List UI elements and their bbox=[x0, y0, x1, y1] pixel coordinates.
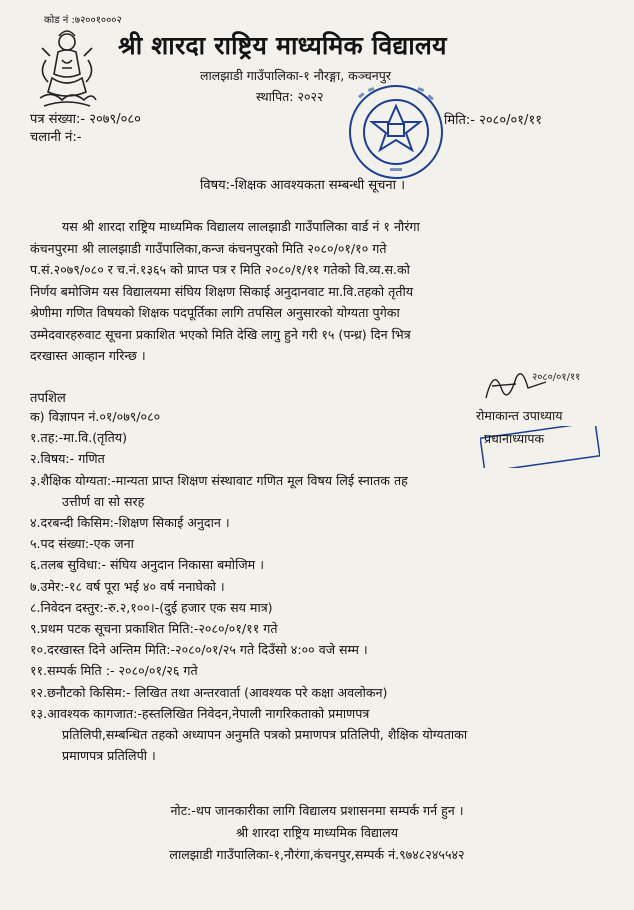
body-line: उम्मेदवारहरुवाट सूचना प्रकाशित भएको मिति देखि लागु हुने गरी १५ (पन्ध्र) दिन भित्र bbox=[30, 326, 411, 342]
details-list bbox=[30, 406, 467, 766]
detail-item: १.तह:-मा.वि.(तृतिय) bbox=[30, 430, 128, 446]
detail-item: ८.निवेदन दस्तुर:-रु.२,१००।-(दुई हजार एक सय मात्र) bbox=[30, 599, 273, 615]
detail-item: ९.प्रथम पटक सूचना प्रकाशित मिति:-२०८०/०१/११ गते bbox=[30, 621, 278, 637]
body-line: प.सं.२०७९/०८० र च.नं.१३६५ को प्राप्त पत्र र मिति २०८०/१/११ गतेको वि.व्य.स.को bbox=[30, 262, 410, 277]
detail-item: ६.तलब सुविधा:- संघिय अनुदान निकासा बमोजिम । bbox=[30, 557, 264, 573]
school-name: श्री शारदा राष्ट्रिय माध्यमिक विद्यालय bbox=[118, 31, 447, 60]
footer-note: नोट:-थप जानकारीका लागि विद्यालय प्रशासनमा सम्पर्क गर्न हुन । bbox=[170, 803, 464, 818]
detail-item: २.विषय:- गणित bbox=[30, 451, 105, 467]
established-year: स्थापित: २०२२ bbox=[256, 89, 324, 104]
detail-item: १३.आवश्यक कागजात:-हस्तलिखित निवेदन,नेपाली नागरिकताको प्रमाणपत्र bbox=[30, 705, 370, 721]
detail-item: उत्तीर्ण वा सो सरह bbox=[62, 493, 145, 509]
detail-item: प्रतिलिपी,सम्बन्धित तहको अध्यापन अनुमति पत्रको प्रमाणपत्र प्रतिलिपी, शैक्षिक योग्यताका bbox=[62, 727, 468, 743]
detail-item: ७.उमेर:-१८ वर्ष पूरा भई ४० वर्ष ननाघेको । bbox=[30, 578, 225, 594]
detail-item: प्रमाणपत्र प्रतिलिपी । bbox=[62, 748, 156, 764]
signature-date: २०८०/०१/११ bbox=[532, 372, 581, 383]
details-heading: तपशिल bbox=[30, 391, 66, 406]
reference-number: पत्र संख्या:- २०७९/०८० bbox=[30, 112, 141, 127]
footer-school: श्री शारदा राष्ट्रिय माध्यमिक विद्यालय bbox=[235, 825, 399, 840]
body-line: यस श्री शारदा राष्ट्रिय माध्यमिक विद्यालय लालझाडी गाउँपालिका वार्ड नं १ नौरंगा bbox=[62, 219, 420, 234]
detail-item: १०.दरखास्त दिने अन्तिम मिति:-२०८०/०१/२५ गते दिउँसो ४:०० वजे सम्म । bbox=[30, 642, 368, 658]
body-line: निर्णय बमोजिम यस विद्यालयमा संघिय शिक्षण सिकाई अनुदानवाट मा.वि.तहको तृतीय bbox=[30, 283, 414, 299]
detail-item: ५.पद संख्या:-एक जना bbox=[30, 536, 134, 552]
signatory-title: प्रधानाध्यापक bbox=[484, 431, 545, 446]
detail-item: क) विज्ञापन नं.०१/०७९/०८० bbox=[30, 409, 161, 424]
notice-body bbox=[30, 216, 612, 367]
notice-footer bbox=[0, 800, 634, 866]
footer-contact: लालझाडी गाउँपालिका-१,नौरंगा,कंचनपुर,सम्पर्क नं.९७४८२४५५४२ bbox=[169, 847, 465, 862]
detail-item: ४.दरबन्दी किसिम:-शिक्षण सिकाई अनुदान । bbox=[30, 515, 230, 531]
body-line: दरखास्त आव्हान गरिन्छ । bbox=[30, 348, 146, 363]
school-seal-stamp-icon bbox=[346, 82, 446, 182]
subject-line: विषय:-शिक्षक आवश्यकता सम्बन्धी सूचना । bbox=[200, 178, 406, 193]
body-line: कंचनपुरमा श्री लालझाडी गाउँपालिका,कन्ज कंचनपुरको मिति २०८०/०१/१० गते bbox=[30, 240, 387, 256]
saraswati-logo-icon bbox=[32, 26, 102, 112]
signatory-name: रोमाकान्त उपाध्याय bbox=[476, 408, 563, 423]
detail-item: ३.शैक्षिक योग्यता:-मान्यता प्राप्त शिक्षण संस्थावाट गणित मूल विषय लिई स्नातक तह bbox=[30, 472, 408, 488]
school-code: कोड नं :७२००१०००२ bbox=[44, 15, 122, 26]
body-line: श्रेणीमा गणित विषयको शिक्षक पदपूर्तिका लागि तपसिल अनुसारको योग्यता पुगेका bbox=[30, 305, 400, 320]
letter-date: मिति:- २०८०/०१/११ bbox=[444, 113, 542, 128]
school-address: लालझाडी गाउँपालिका-१ नौरङ्गा, कञ्चनपुर bbox=[200, 68, 391, 83]
signature-scribble bbox=[476, 360, 586, 410]
detail-item: १२.छनौटको किसिम:- लिखित तथा अन्तरवार्ता (आवश्यक परे कक्षा अवलोकन) bbox=[30, 684, 388, 700]
dispatch-number: चलानी नं:- bbox=[30, 130, 82, 145]
detail-item: ११.सम्पर्क मिति :- २०८०/०१/२६ गते bbox=[30, 663, 198, 679]
